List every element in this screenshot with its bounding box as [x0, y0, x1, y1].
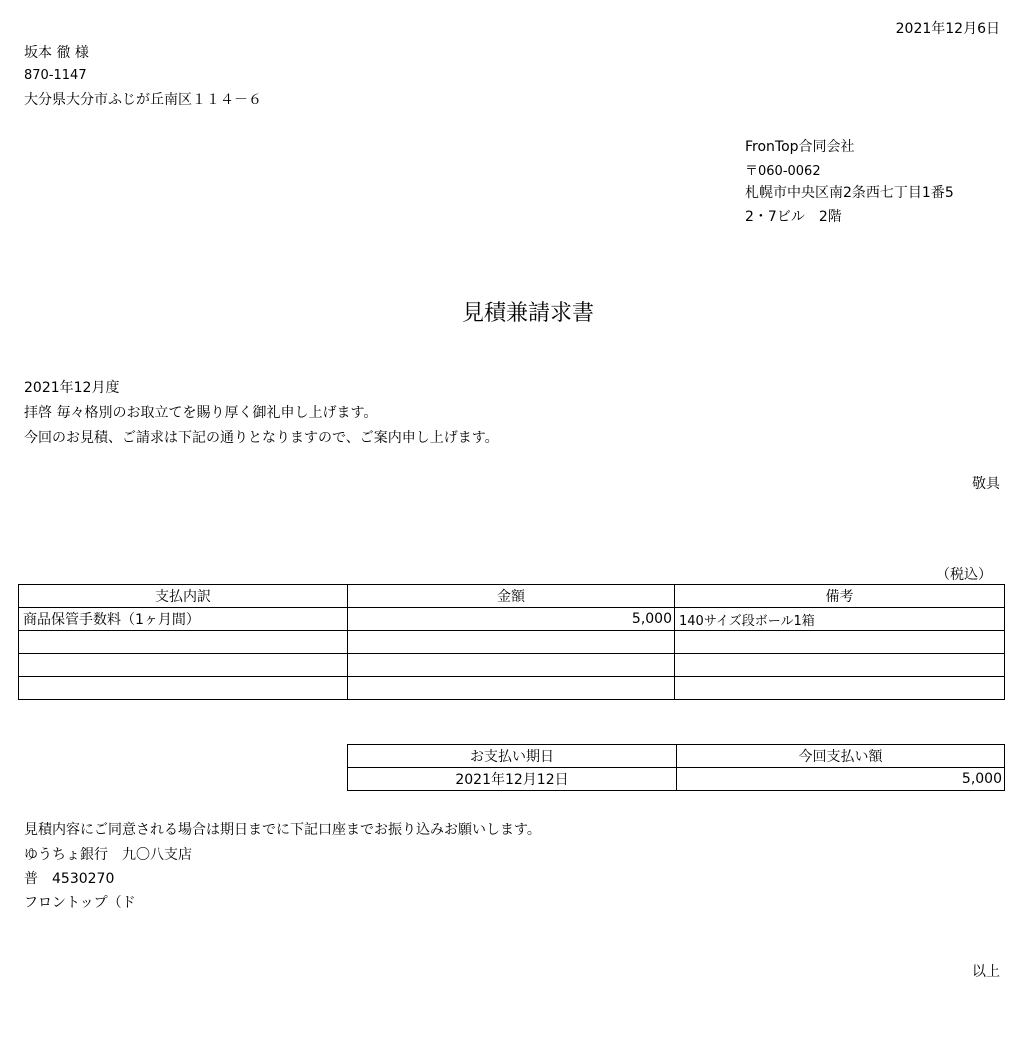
issue-date: 2021年12月6日 [895, 21, 1000, 37]
sender-company: FronTop合同会社 [745, 139, 855, 155]
item-description [19, 631, 348, 654]
greeting-line-1: 拝啓 毎々格別のお取立てを賜り厚く御礼申し上げます。 [24, 405, 378, 421]
closing-regards: 敬具 [972, 476, 1000, 492]
bank-account-holder: フロントップ（ド [24, 895, 136, 911]
table-row [19, 677, 1005, 700]
item-amount [348, 654, 675, 677]
payment-amount: 5,000 [677, 768, 1005, 791]
header-amount: 金額 [348, 585, 675, 608]
recipient-postal-code: 870-1147 [24, 68, 87, 83]
payment-table-header [348, 745, 1005, 768]
payment-due-date: 2021年12月12日 [348, 768, 677, 791]
document-title: 見積兼請求書 [461, 301, 594, 326]
items-table-header [19, 585, 1005, 608]
sender-address-line1: 札幌市中央区南2条西七丁目1番5 [745, 185, 954, 201]
item-remarks [675, 654, 1005, 677]
items-table [18, 584, 1005, 700]
table-row [19, 608, 1005, 631]
end-mark: 以上 [972, 964, 1000, 980]
bank-transfer-notice: 見積内容にご同意される場合は期日までに下記口座までお振り込みお願いします。 [24, 822, 541, 838]
sender-postal-code: 〒060-0062 [745, 164, 821, 179]
item-amount [348, 677, 675, 700]
sender-address-line2: 2・7ビル 2階 [745, 209, 842, 225]
header-due-date: お支払い期日 [348, 745, 677, 768]
item-description [19, 677, 348, 700]
recipient-address: 大分県大分市ふじが丘南区１１４－６ [24, 92, 262, 108]
payment-table [347, 744, 1005, 791]
table-row [19, 631, 1005, 654]
header-payment-amount: 今回支払い額 [677, 745, 1005, 768]
item-description: 商品保管手数料（1ヶ月間） [19, 608, 348, 631]
recipient-name: 坂本 徹 様 [24, 45, 89, 61]
greeting-line-2: 今回のお見積、ご請求は下記の通りとなりますので、ご案内申し上げます。 [24, 430, 499, 446]
bank-account-number: 普 4530270 [24, 871, 115, 887]
table-row [19, 654, 1005, 677]
bank-name: ゆうちょ銀行 九〇八支店 [24, 847, 192, 863]
tax-included-note: （税込） [936, 567, 992, 583]
item-remarks [675, 677, 1005, 700]
header-remarks: 備考 [675, 585, 1005, 608]
item-remarks: 140サイズ段ボール1箱 [675, 608, 1005, 631]
item-amount [348, 631, 675, 654]
item-description [19, 654, 348, 677]
table-row [348, 768, 1005, 791]
item-remarks [675, 631, 1005, 654]
billing-period: 2021年12月度 [24, 380, 120, 396]
header-breakdown: 支払内訳 [19, 585, 348, 608]
item-amount: 5,000 [348, 608, 675, 631]
